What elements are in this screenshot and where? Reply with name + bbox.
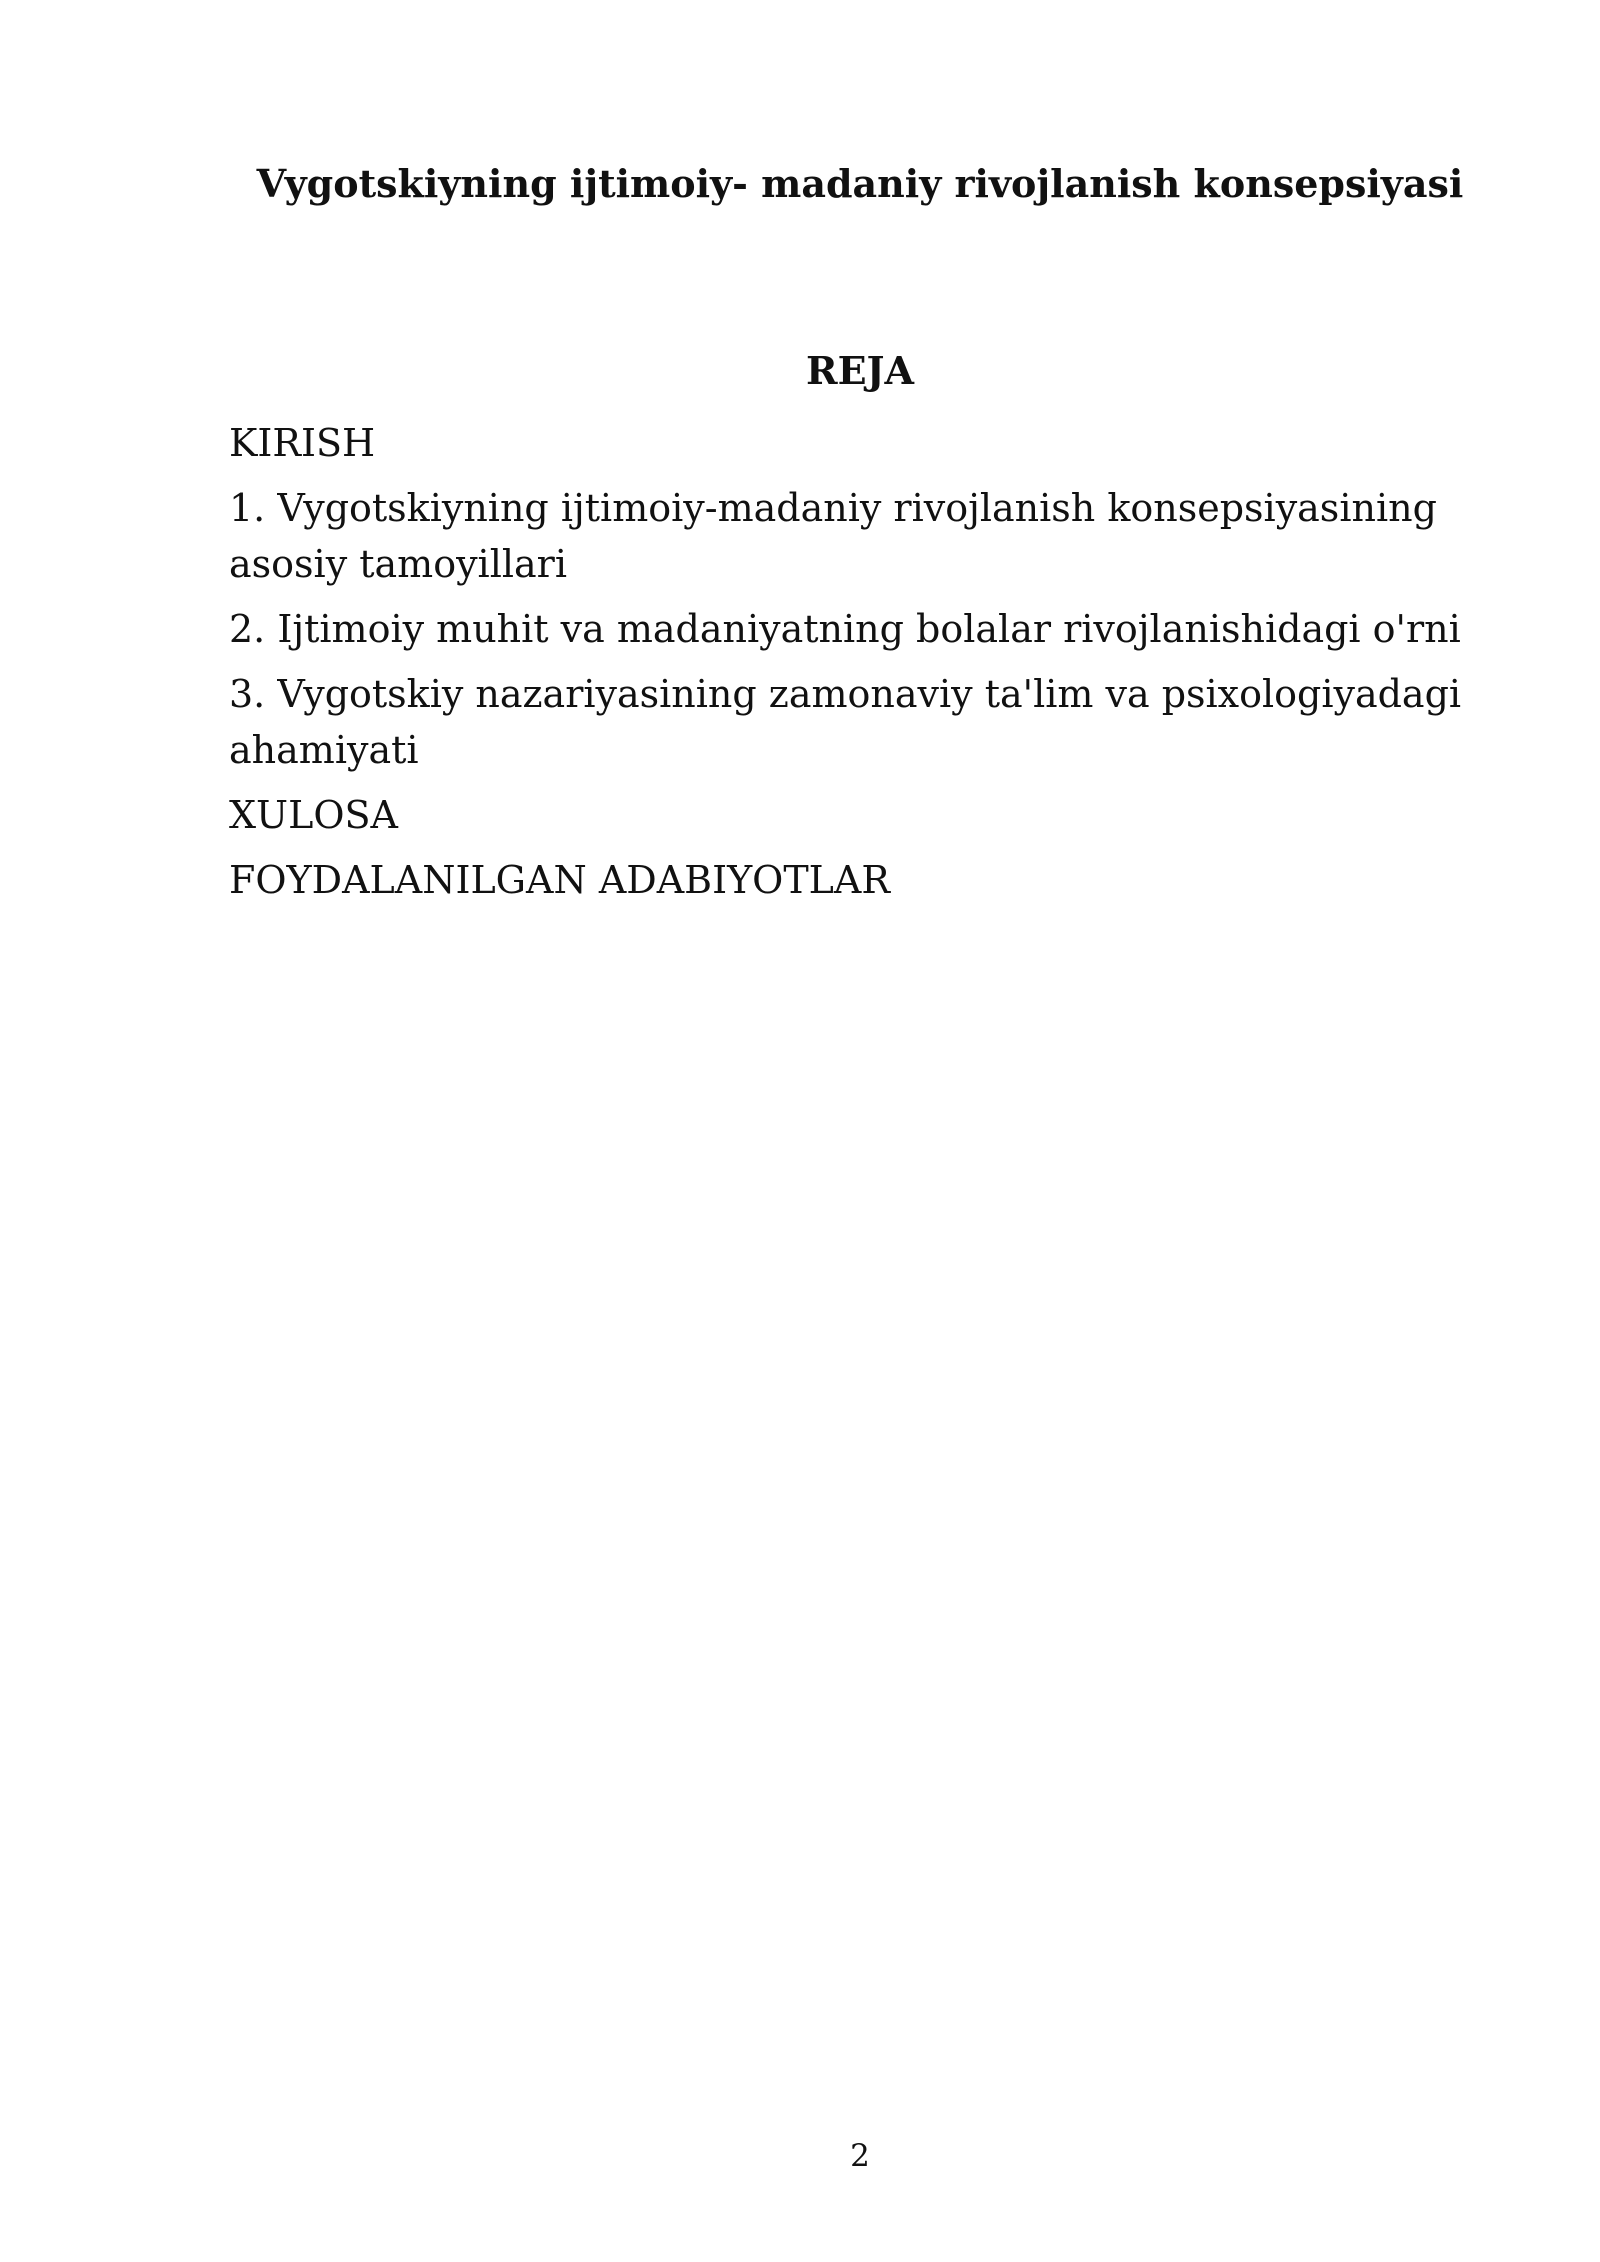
- plan-item-1: 1. Vygotskiyning ijtimoiy-madaniy rivojlanish konsepsiyasining asosiy tamoyillari: [229, 486, 1437, 586]
- plan-item-references: FOYDALANILGAN ADABIYOTLAR: [229, 858, 890, 902]
- plan-list: [229, 415, 1499, 917]
- plan-item-3: 3. Vygotskiy nazariyasining zamonaviy ta'lim va psixologiyadagi ahamiyati: [229, 672, 1462, 772]
- plan-item-2: 2. Ijtimoiy muhit va madaniyatning bolalar rivojlanishidagi o'rni: [229, 607, 1461, 651]
- plan-heading: REJA: [805, 348, 914, 393]
- plan-item-kirish: KIRISH: [229, 421, 376, 465]
- plan-item-xulosa: XULOSA: [229, 793, 398, 837]
- document-title: Vygotskiyning ijtimoiy- madaniy rivojlanish konsepsiyasi: [256, 161, 1464, 206]
- page-number: 2: [850, 2138, 870, 2174]
